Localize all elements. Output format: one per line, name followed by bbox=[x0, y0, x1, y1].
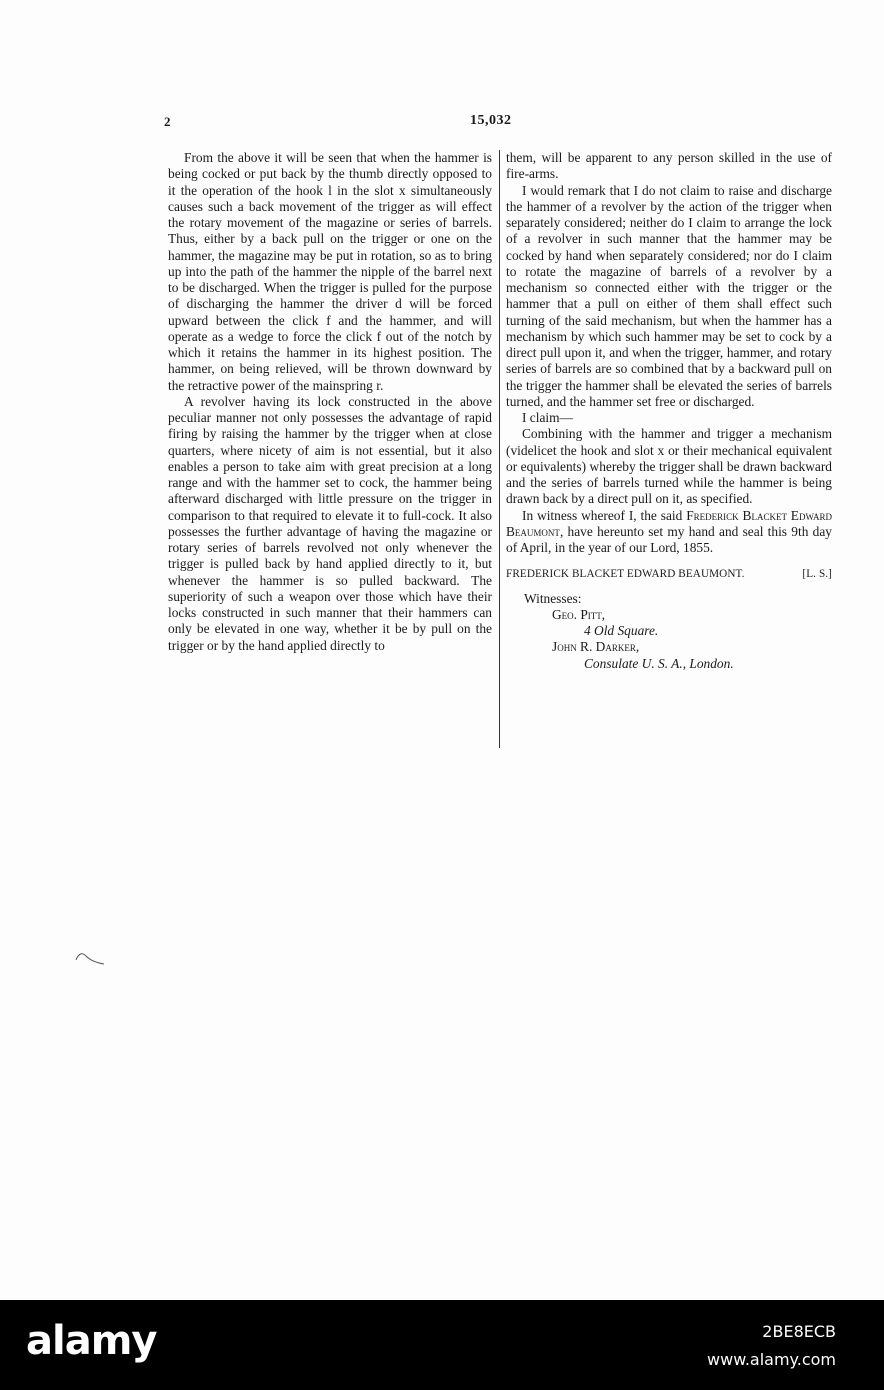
page-number: 2 bbox=[164, 114, 171, 129]
witness-2-address: Consulate U. S. A., London. bbox=[584, 655, 734, 671]
signature-line bbox=[506, 566, 832, 582]
claim-text: Combining with the hammer and trigger a mechanism (videlicet the hook and slot x or their mechanical equivalent or equivalents) whereby the trigger shall be drawn backward and the series of barrels turned while the hammer is being drawn back by a direct pull on it, as specified. bbox=[506, 426, 832, 507]
witness-statement bbox=[506, 508, 832, 557]
seal-mark: [L. S.] bbox=[802, 568, 832, 581]
witness-2-name: John R. Darker, bbox=[552, 639, 640, 655]
witness-statement-post: , have hereunto set my hand and seal this 9th day of April, in the year of our Lord, 1855. bbox=[506, 523, 832, 555]
witness-1-name: Geo. Pitt, bbox=[552, 606, 606, 622]
left-column bbox=[168, 150, 492, 654]
column-divider bbox=[499, 150, 500, 748]
patent-number: 15,032 bbox=[470, 113, 512, 128]
paragraph-continuation: them, will be apparent to any person skilled in the use of fire-arms. bbox=[506, 150, 832, 182]
site-url: www.alamy.com bbox=[707, 1350, 836, 1369]
stray-ink-mark bbox=[74, 948, 108, 966]
paragraph-operation: From the above it will be seen that when the hammer is being cocked or put back by the thumb directly opposed to it the operation of the hook l in the slot x simultaneously causes such a back movement of the trigger as will effect the rotary movement of the magazine or series of barrels. Thus, either by a back pull on the trigger or one on the hammer, the magazine may be put in rotation, so as to bring up into the path of the hammer the nipple of the barrel next to be discharged. When the trigger is pulled for the purpose of discharging the hammer the driver d will be forced upward between the click f and the hammer, and will operate as a wedge to force the click f out of the notch by which it retains the hammer in its highest position. The hammer, on being relieved, will be thrown downward by the retractive power of the mainspring r. bbox=[168, 150, 492, 393]
image-id: 2BE8ECB bbox=[762, 1322, 836, 1341]
inventor-name: Frederick Blacket Edward Beaumont bbox=[506, 507, 832, 539]
witnesses-label: Witnesses: bbox=[524, 590, 582, 606]
watermark-banner bbox=[0, 1300, 884, 1390]
alamy-logo: alamy bbox=[26, 1318, 157, 1364]
paragraph-advantages: A revolver having its lock constructed in the above peculiar manner not only possesses the advantage of rapid firing by raising the hammer by the trigger when at close quarters, where nicety of aim is not essential, but it also enables a person to take aim with great precision at a long range and with the hammer set to cock, the hammer being afterward discharged with little pressure on the trigger in comparison to that required to elevate it to full-cock. It also possesses the further advantage of having the magazine or rotary series of barrels revolved not only whenever the trigger is pulled back by hand applied directly to it, but whenever the hammer is so pulled backward. The superiority of such a weapon over those which have their locks constructed in such manner that their hammers can only be elevated in one way, whether it be by pull on the trigger or by the hand applied directly to bbox=[168, 393, 492, 653]
witnesses-block bbox=[506, 591, 832, 672]
paragraph-disclaimer: I would remark that I do not claim to raise and discharge the hammer of a revolver by the action of the trigger when separately considered; neither do I claim to arrange the lock of a revolver in such manner that the hammer may be cocked by hand when separately considered; nor do I claim to rotate the magazine of barrels of a revolver by a mechanism so connected either with the trigger or the hammer that a pull on either of them shall effect such turning of the said mechanism, but when the hammer has a mechanism by which such hammer may be set to cock by a direct pull upon it, and when the trigger, hammer, and rotary series of barrels are so combined that by a backward pull on the trigger the hammer shall be elevated the series of barrels turned, and the hammer set free or discharged. bbox=[506, 182, 832, 409]
witness-statement-pre: In witness whereof I, the said bbox=[522, 507, 683, 523]
claim-intro: I claim— bbox=[522, 410, 573, 425]
inventor-signature: FREDERICK BLACKET EDWARD BEAUMONT. bbox=[506, 568, 745, 581]
right-column bbox=[506, 150, 832, 672]
witness-1-address: 4 Old Square. bbox=[584, 623, 659, 638]
